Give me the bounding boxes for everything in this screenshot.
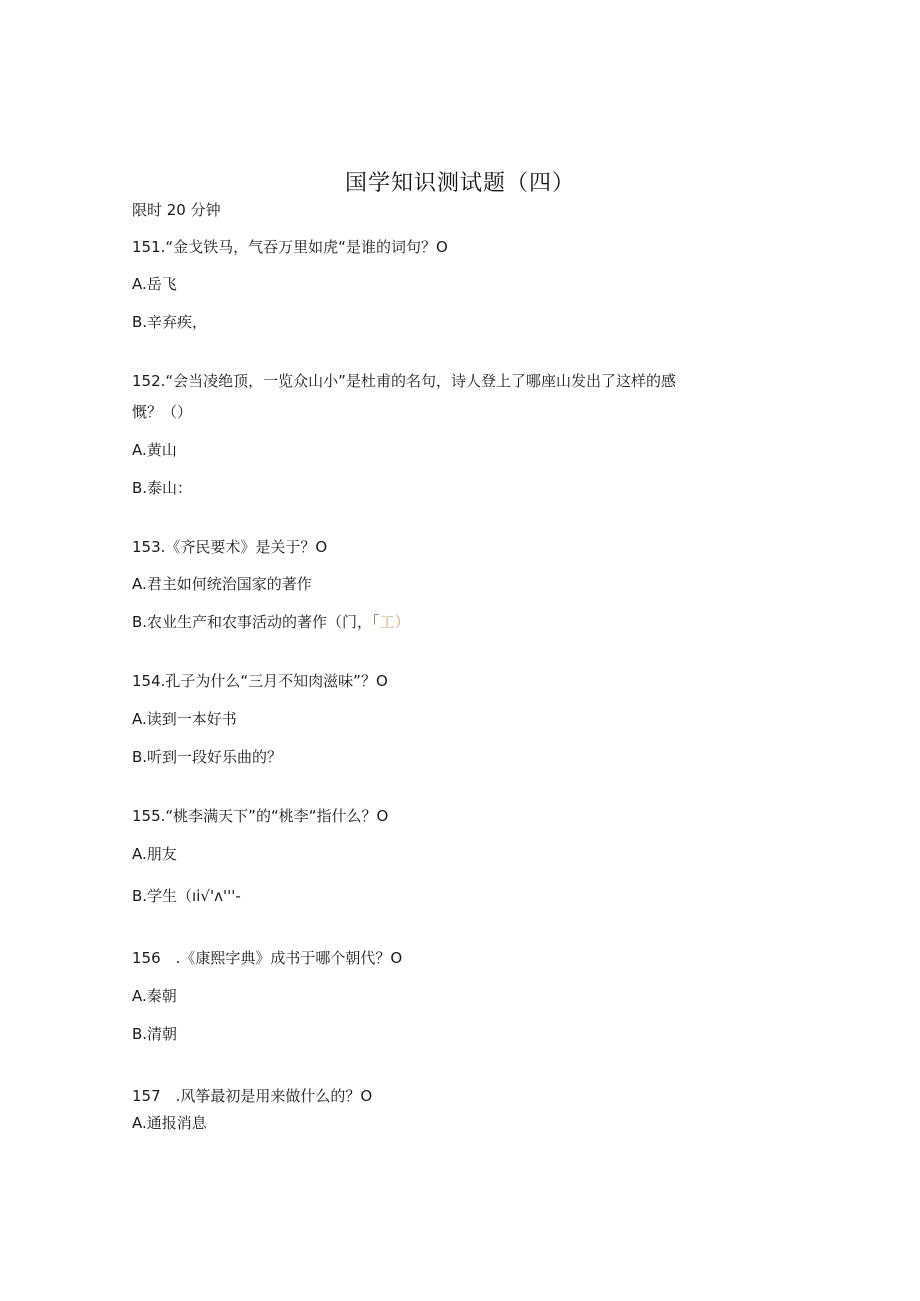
time-limit: 限时 20 分钟 (132, 201, 221, 219)
question-154-option-a: A.读到一本好书 (132, 710, 237, 728)
question-155-option-a: A.朋友 (132, 845, 177, 863)
question-157-option-a: A.通报消息 (132, 1114, 207, 1132)
question-153-option-b-mark: 工） (379, 613, 410, 631)
question-154-option-b: B.听到一段好乐曲的？ (132, 748, 283, 766)
question-155-stem: 155.“桃李满天下”的“桃李“指什么？O (132, 807, 389, 825)
question-156-option-b: B.清朝 (132, 1025, 178, 1043)
question-152-option-a: A.黄山 (132, 441, 177, 459)
question-153-stem: 153.《齐民要术》是关于？O (132, 538, 328, 556)
question-153-option-b (132, 611, 410, 632)
question-153-option-b-text: B.农业生产和农事活动的著作（门，「 (132, 613, 380, 631)
question-156-stem: 156 .《康熙字典》成书于哪个朝代？O (132, 949, 403, 967)
question-151-option-b: B.辛弃疾， (132, 313, 208, 331)
question-155-option-b: B.学生（ıi√'ʌ'''- (132, 887, 241, 905)
question-151-option-a: A.岳飞 (132, 275, 177, 293)
question-153-option-a: A.君主如何统治国家的著作 (132, 575, 312, 593)
question-152-stem-line2: 慨？（） (132, 403, 193, 421)
question-156-option-a: A.秦朝 (132, 987, 177, 1005)
question-152-option-b: B.泰山： (132, 479, 193, 497)
question-151-stem: 151.“金戈铁马，气吞万里如虎“是谁的词句？O (132, 238, 448, 256)
page-title: 国学知识测试题（四） (344, 171, 575, 196)
question-154-stem: 154.孔子为什么“三月不知肉滋味”？O (132, 672, 388, 690)
question-157-stem: 157 .风筝最初是用来做什么的？O (132, 1087, 373, 1105)
question-152-stem-line1: 152.“会当凌绝顶，一览众山小”是杜甫的名句，诗人登上了哪座山发出了这样的感 (132, 372, 676, 390)
